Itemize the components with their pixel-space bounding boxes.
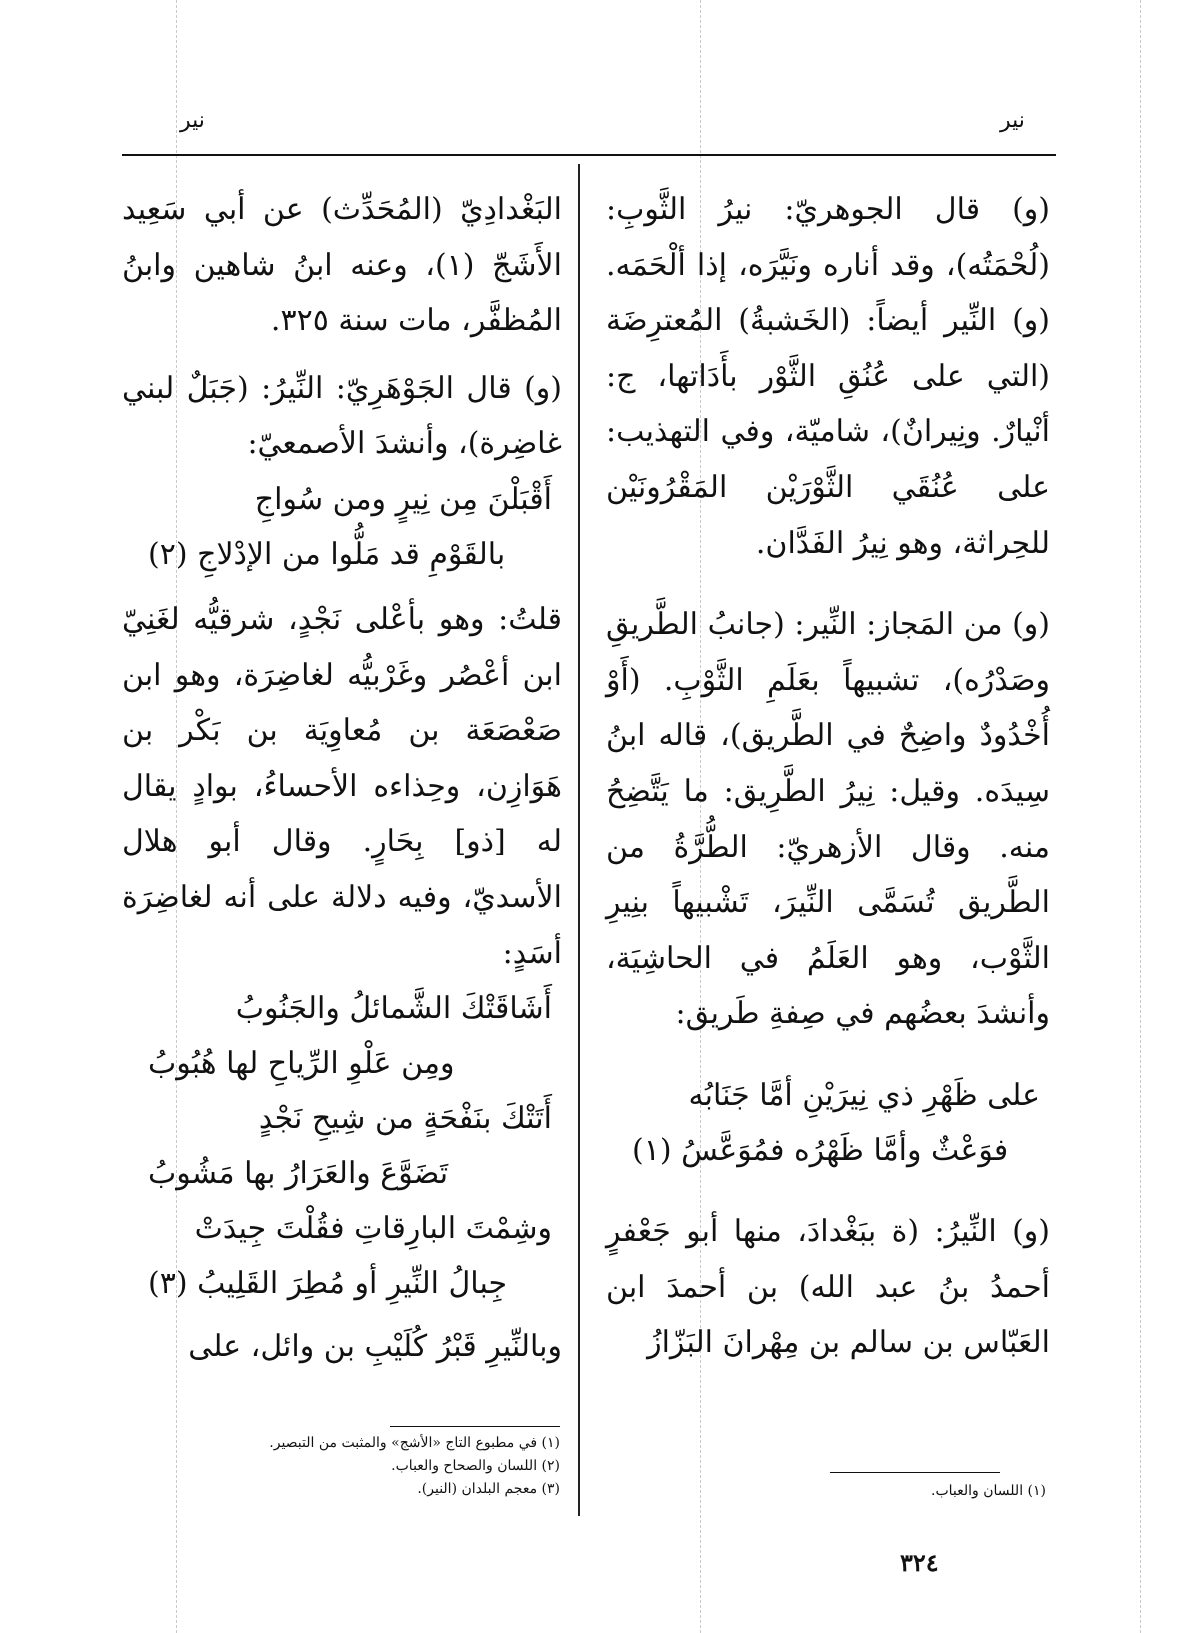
footnote: (٣) معجم البلدان (النير).: [417, 1481, 560, 1497]
footnotes-left: [130, 1432, 560, 1501]
entry-paragraph: قلتُ: وهو بأعْلى نَجْدٍ، شرقيُّه لغَنِيّ ابن أعْصُر وغَرْبيُّه لغاضِرَة، وهو ابن صَعْصَعَة بن مُعاوِيَة بن بَكْر بن هَوَازِن، وحِذاءه الأحساءُ، بوادٍ يقال له [ذو] بِحَارٍ. وقال أبو هلال الأسديّ، وفيه دلالة على أنه لغاضِرَة أسَدٍ:: [122, 601, 562, 971]
footnote: (١) اللسان والعباب.: [931, 1483, 1046, 1499]
footnote: (١) في مطبوع التاج «الأشج» والمثبت من التبصير.: [269, 1435, 560, 1451]
entry-paragraph: (و) قال الجَوْهَرِيّ: النِّيرُ: (جَبَلٌ لبني غاضِرة)، وأنشدَ الأصمعيّ:: [122, 370, 562, 462]
entry-paragraph: وبالنِّيرِ قَبْرُ كُلَيْبِ بن وائل، على: [188, 1329, 562, 1365]
poem-verse: [122, 472, 562, 582]
header-rule: [122, 154, 1056, 156]
verse-second-hemistich: تَضَوَّعَ والعَرَارُ بها مَشُوبُ: [148, 1156, 449, 1192]
footnote-rule-left: [390, 1426, 560, 1427]
scan-guide-line: [1140, 0, 1141, 1633]
verse-first-hemistich: وشِمْتَ البارِقاتِ فقُلْتَ جِيدَتْ: [194, 1211, 552, 1247]
poem-verse: [122, 981, 562, 1311]
entry-paragraph: (و) النِّيرُ: (ة ببَغْدادَ، منها أبو جَعْفرٍ أحمدُ بنُ عبد الله) بن أحمدَ ابن العَبّاس بن سالم بن مِهْرانَ البَزّازُ: [606, 1213, 1050, 1361]
running-header-right: نير: [1000, 108, 1025, 133]
left-column: [122, 182, 562, 1375]
verse-first-hemistich: أَقْبَلْنَ مِن نِيرٍ ومن سُواجِ: [254, 481, 552, 517]
poem-verse: [606, 1068, 1050, 1178]
page-number: ٣٢٤: [900, 1548, 939, 1577]
running-header-left: نير: [180, 108, 205, 133]
verse-first-hemistich: على ظَهْرِ ذي نِيرَيْنِ أمَّا جَنَابُه: [688, 1077, 1040, 1113]
right-column: [606, 182, 1050, 1371]
entry-paragraph: (و) من المَجاز: النِّير: (جانبُ الطَّريقِ وصَدْرُه)، تشبيهاً بعَلَمِ الثَّوْبِ. (أَوْ أُخْدُودٌ واضِحٌ في الطَّريق)، قاله ابنُ سِيدَه. وقيل: نِيرُ الطَّرِيق: ما يَتَّضِحُ منه. وقال الأزهريّ: الطُّرَّةُ من الطَّريق تُسَمَّى النِّيرَ، تَشْبيهاً بنِيرِ الثَّوْب، وهو العَلَمُ في الحاشِيَة، وأنشدَ بعضُهم في صِفةِ طَريق:: [606, 607, 1050, 1032]
verse-second-hemistich: بالقَوْمِ قد مَلُّوا من الإدْلاجِ (٢): [148, 536, 506, 572]
verse-second-hemistich: جِبالُ النِّيرِ أو مُطِرَ القَلِيبُ (٣): [148, 1266, 508, 1302]
verse-second-hemistich: ومِن عَلْوِ الرِّياحِ لها هُبُوبُ: [148, 1046, 455, 1082]
column-separator: [578, 164, 580, 1516]
entry-paragraph: (و) قال الجوهريّ: نيرُ الثَّوبِ: (لُحْمَتُه)، وقد أناره ونَيَّرَه، إذا ألْحَمَه. (و) النِّير أيضاً: (الخَشبةُ) المُعترِضَة (التي على عُنُقِ الثَّوْر بأَدَاتها، ج: أنْيارٌ. ونِيرانٌ)، شاميّة، وفي التهذيب: على عُنُقَي الثَّوْرَيْن المَقْرُونَيْن للحِراثة، وهو نِيرُ الفَدَّان.: [606, 192, 1050, 561]
footnotes-right: [606, 1480, 1046, 1503]
verse-first-hemistich: أَشَاقَتْكَ الشَّمائلُ والجَنُوبُ: [235, 991, 552, 1027]
verse-first-hemistich: أَتَتْكَ بنَفْحَةٍ من شِيحِ نَجْدٍ: [258, 1101, 552, 1137]
entry-paragraph: البَغْدادِيّ (المُحَدِّث) عن أبي سَعِيد الأَشَجّ (١)، وعنه ابنُ شاهين وابنُ المُظفَّر، مات سنة ٣٢٥.: [122, 192, 563, 339]
footnote-rule-right: [830, 1472, 1000, 1473]
verse-second-hemistich: فوَعْثٌ وأمَّا ظَهْرُه فمُوَعَّسُ (١): [632, 1132, 1009, 1168]
footnote: (٢) اللسان والصحاح والعباب.: [391, 1458, 560, 1474]
